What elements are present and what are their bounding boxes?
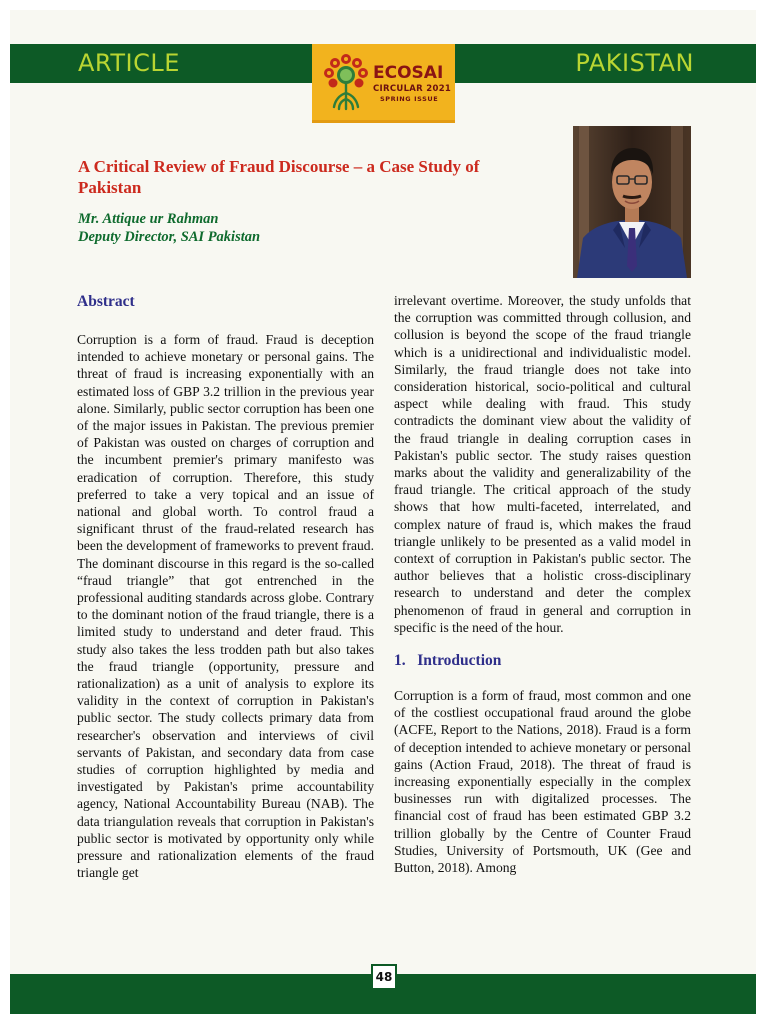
abstract-text-right: irrelevant overtime. Moreover, the study unfolds that the corruption was committed through collusion, and collusion is beyond the scope of the fraud triangle which is a unidirectional and individualistic model. Similarly, the fraud triangle does not take into consideration historical, socio-political and cultural aspect while dealing with fraud. This study contradicts the dominant view about the validity of the fraud triangle in dealing corruption cases in Pakistan's public sector. The study raises question marks about the validity and generalizability of the fraud triangle. The critical approach of the study shows that how multi-faceted, interrelated, and complex nature of fraud is, which makes the fraud triangle unlikely to be presented as a valid model in context of corruption in Pakistan's public sector. The author believes that a holistic cross-disciplinary research to understand and deter the complex phenomenon of fraud in general and corruption in specific is the need of the hour. (394, 293, 691, 635)
article-title: A Critical Review of Fraud Discourse – a Case Study of Pakistan (78, 157, 480, 197)
author-portrait (573, 126, 691, 278)
right-column (394, 292, 691, 876)
abstract-heading: Abstract (77, 293, 135, 310)
author-block (78, 211, 260, 246)
author-role: Deputy Director, SAI Pakistan (78, 228, 261, 245)
logo-name: ECOSAI (373, 63, 444, 83)
ecosai-emblem-icon (321, 51, 371, 113)
section-label: ARTICLE (78, 49, 180, 77)
logo-issue: SPRING ISSUE (380, 95, 439, 103)
author-photo (573, 126, 691, 278)
logo-subtitle: CIRCULAR 2021 (373, 84, 452, 94)
ecosai-logo (312, 44, 455, 123)
introduction-heading: 1. Introduction (394, 652, 502, 670)
abstract-text-left: Corruption is a form of fraud. Fraud is deception intended to achieve monetary or personal gains. The threat of fraud is increasing exponentially with an estimated loss of GBP 3.2 trillion in the previous year alone. Similarly, public sector corruption has been one of the major issues in Pakistan. The previous premier of Pakistan was ousted on charges of corruption and the incumbent premier's primary manifesto was eradication of corruption. Therefore, this study preferred to take a very topical and an issue of national and global worth. To control fraud a significant thrust of the fraud-related research has been the development of frameworks to prevent fraud. The dominant discourse in this regard is the so-called “fraud triangle” that got entrenched in the professional auditing standards across globe. Contrary to the dominant notion of the fraud triangle, there is a limited study to understand and deter fraud. This study also takes the less trodden path but also takes the fraud triangle (opportunity, pressure and rationalization) as a unit of analysis to explore its validity in the context of corruption in Pakistan's public sector. The study collects primary data from researcher's observation and interviews of civil servants of Pakistan, and secondary data from case studies of corruption highlighted by media and investigated by Pakistan's prime accountability agency, National Accountability Bureau (NAB). The data triangulation reveals that corruption in Pakistan's public sector is motivated by opportunity only while pressure and rationalization elements of the fraud triangle get (77, 332, 374, 881)
introduction-text: Corruption is a form of fraud, most common and one of the costliest occupational fraud around the globe (ACFE, Report to the Nations, 2018). Fraud is a form of deception intended to achieve monetary or personal gains (Action Fraud, 2018). The threat of fraud is increasing exponentially especially in the complex businesses run with digitalized processes. The financial cost of fraud has been estimated GBP 3.2 trillion globally by the Centre of Counter Fraud Studies, University of Portsmouth, UK (Gee and Button, 2018). Among (394, 688, 691, 876)
author-name: Mr. Attique ur Rahman (78, 211, 219, 227)
country-label: PAKISTAN (575, 49, 694, 77)
left-column (77, 292, 374, 882)
page (10, 10, 756, 1014)
page-number: 48 (371, 964, 397, 990)
